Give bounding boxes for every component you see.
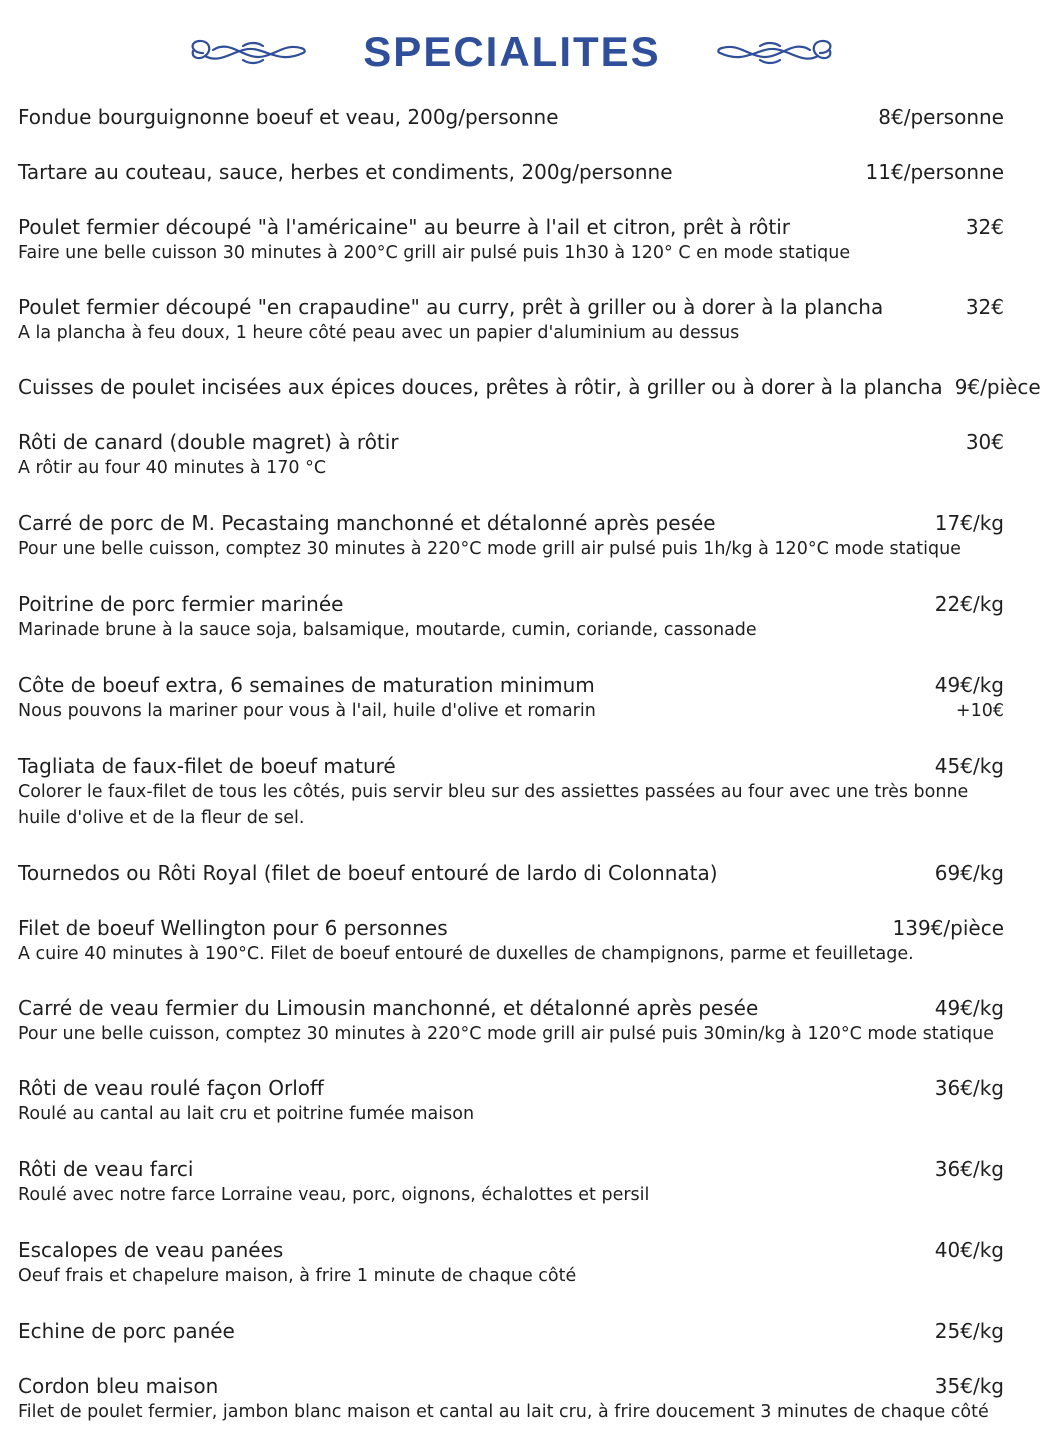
item-price: 8€/personne [878,105,1004,129]
item-name: Tournedos ou Rôti Royal (filet de boeuf entouré de lardo di Colonnata) [18,861,718,885]
menu-item [18,374,1041,400]
item-price: 17€/kg [934,511,1004,535]
menu-item [18,104,1004,130]
item-price: 45€/kg [934,754,1004,778]
item-name: Côte de boeuf extra, 6 semaines de maturation minimum [18,673,595,697]
item-name: Rôti de veau roulé façon Orloff [18,1076,324,1100]
item-price: 36€/kg [934,1157,1004,1181]
menu-item [18,294,1004,346]
item-name: Rôti de canard (double magret) à rôtir [18,430,399,454]
item-description-continued: huile d'olive et de la fleur de sel. [18,808,305,828]
item-name: Cuisses de poulet incisées aux épices douces, prêtes à rôtir, à griller ou à dorer à la plancha [18,375,943,399]
item-description: Roulé au cantal au lait cru et poitrine fumée maison [18,1104,475,1124]
item-name: Rôti de veau farci [18,1157,194,1181]
item-price: 139€/pièce [892,916,1004,940]
menu-item [18,753,1004,831]
item-name: Poulet fermier découpé "à l'américaine" au beurre à l'ail et citron, prêt à rôtir [18,215,790,239]
item-name: Tartare au couteau, sauce, herbes et condiments, 200g/personne [18,160,673,184]
item-price: 11€/personne [865,160,1004,184]
menu-item [18,159,1004,185]
item-description: A rôtir au four 40 minutes à 170 °C [18,458,327,478]
item-price: 32€ [965,215,1004,239]
item-price: 40€/kg [934,1238,1004,1262]
item-price: 36€/kg [934,1076,1004,1100]
item-description: Marinade brune à la sauce soja, balsamique, moutarde, cumin, coriande, cassonade [18,620,757,640]
item-name: Carré de veau fermier du Limousin manchonné, et détalonné après pesée [18,996,759,1020]
item-description: Nous pouvons la mariner pour vous à l'ail, huile d'olive et romarin [18,701,596,721]
item-price: 49€/kg [934,996,1004,1020]
menu-item [18,591,1004,643]
item-name: Tagliata de faux-filet de boeuf maturé [18,754,396,778]
specialties-list [18,104,1041,1425]
menu-item [18,915,1004,967]
item-price: 22€/kg [934,592,1004,616]
item-name: Cordon bleu maison [18,1374,219,1398]
item-price: 9€/pièce [954,375,1041,399]
item-description: A la plancha à feu doux, 1 heure côté peau avec un papier d'aluminium au dessus [18,323,740,343]
item-name: Escalopes de veau panées [18,1238,284,1262]
menu-item [18,1156,1004,1208]
item-name: Poulet fermier découpé "en crapaudine" au curry, prêt à griller ou à dorer à la plancha [18,295,884,319]
item-name: Fondue bourguignonne boeuf et veau, 200g/personne [18,105,559,129]
item-description: Faire une belle cuisson 30 minutes à 200°C grill air pulsé puis 1h30 à 120° C en mode statique [18,243,851,263]
item-description: Pour une belle cuisson, comptez 30 minutes à 220°C mode grill air pulsé puis 30min/kg à 120°C mode statique [18,1024,994,1044]
item-price: 25€/kg [934,1319,1004,1343]
menu-item [18,1237,1004,1289]
item-price: 35€/kg [934,1374,1004,1398]
item-name: Poitrine de porc fermier marinée [18,592,344,616]
menu-item [18,860,1004,886]
item-extra-price: +10€ [955,701,1004,721]
menu-item [18,510,1004,562]
page-title: SPECIALITES [363,28,661,75]
menu-item [18,1075,1004,1127]
item-price: 69€/kg [934,861,1004,885]
item-name: Filet de boeuf Wellington pour 6 personnes [18,916,448,940]
menu-item [18,429,1004,481]
flourish-ornament-icon [714,36,840,70]
item-price: 30€ [965,430,1004,454]
item-price: 32€ [965,295,1004,319]
menu-item [18,672,1004,724]
item-description: Pour une belle cuisson, comptez 30 minutes à 220°C mode grill air pulsé puis 1h/kg à 120°C mode statique [18,539,961,559]
menu-item [18,1318,1004,1344]
item-name: Echine de porc panée [18,1319,235,1343]
item-description: Colorer le faux-filet de tous les côtés, puis servir bleu sur des assiettes passées au four avec une très bonne [18,782,969,802]
menu-item [18,214,1004,266]
item-description: Oeuf frais et chapelure maison, à frire 1 minute de chaque côté [18,1266,577,1286]
item-price: 49€/kg [934,673,1004,697]
menu-item [18,995,1004,1047]
item-description: Roulé avec notre farce Lorraine veau, porc, oignons, échalottes et persil [18,1185,650,1205]
item-name: Carré de porc de M. Pecastaing manchonné et détalonné après pesée [18,511,716,535]
item-description: Filet de poulet fermier, jambon blanc maison et cantal au lait cru, à frire doucement 3 minutes de chaque côté [18,1402,989,1422]
menu-header [0,22,1024,86]
item-description: A cuire 40 minutes à 190°C. Filet de boeuf entouré de duxelles de champignons, parme et feuilletage. [18,944,914,964]
menu-item [18,1373,1004,1425]
